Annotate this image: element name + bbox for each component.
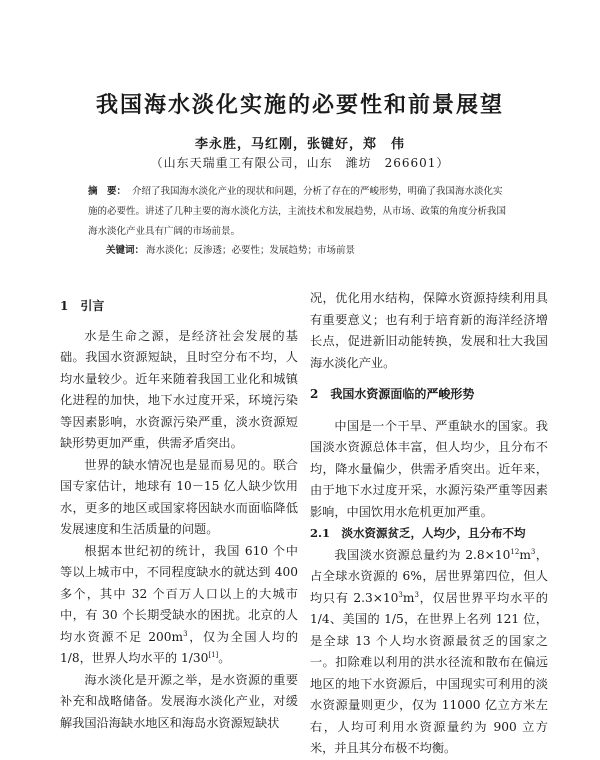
text-span: ，仅居世界平均水平的 1/4、美国的 1/5，在世界上名列 121 位，是全球 13 个人均水资源最贫乏的国家之一。扣除难以利用的洪水径流和散布在偏远地区的地下水资源后，中国现实可利用的淡水资源量则更少，仅为 11000 亿立方米左右，人均可利用水资源量约为 900 立方米，并且其分布极不均衡。 xyxy=(310,590,548,755)
superscript: 3 xyxy=(183,629,188,638)
abstract-label: 摘 要： xyxy=(88,186,127,197)
text-span: m xyxy=(402,590,415,605)
paragraph: 中国是一个干旱、严重缺水的国家。我国淡水资源总体丰富，但人均少，且分布不均，降水量偏少，供需矛盾突出。近年来，由于地下水过度开采，水源污染严重等因素影响，中国饮用水危机更加严重。 xyxy=(310,418,548,519)
abstract xyxy=(88,182,512,242)
superscript: 3 xyxy=(530,547,536,556)
paragraph: 海水淡化是开源之举，是水资源的重要补充和战略储备。发展海水淡化产业，对缓解我国沿海缺水地区和海岛水资源短缺状 xyxy=(60,672,298,730)
abstract-text: 介绍了我国海水淡化产业的现状和问题，分析了存在的严峻形势，明确了我国海水淡化实施的必要性。讲述了几种主要的海水淡化方法，主流技术和发展趋势，从市场、政策的角度分析我国海水淡化产业具有广阔的市场前景。 xyxy=(88,186,507,237)
text-span: ，仅为全国人均的 1/8，世界人均水平的 1/30 xyxy=(60,629,299,665)
affiliation: （山东天瑞重工有限公司，山东 潍坊 266601） xyxy=(150,156,450,170)
right-column xyxy=(310,288,548,760)
paragraph: 根据本世纪初的统计，我国 610 个中等以上城市中，不同程度缺水的就达到 400 多个，其中 32 个百万人口以上的大城市中，有 30 个长期受缺水的困扰。北京的人均水资源不足 $200m^3$，仅为全国人均的 1/8，世界人均水平的 1/30[1]。 xyxy=(60,543,299,665)
citation-ref: [1] xyxy=(208,650,219,659)
text-span: 我国淡水资源总量约为 2.8×10 xyxy=(334,547,511,562)
keywords-label: 关键词： xyxy=(106,245,145,256)
subsection-heading: 2.1 淡水资源贫乏，人均少，且分布不均 xyxy=(310,526,526,540)
section-heading-intro: 1 引言 xyxy=(60,299,105,313)
paper-title: 我国海水淡化实施的必要性和前景展望 xyxy=(95,92,504,118)
section-heading-water: 2 我国水资源面临的严峻形势 xyxy=(310,387,475,401)
authors: 李永胜，马红刚，张键好，郑 伟 xyxy=(194,137,405,152)
paragraph: 况，优化用水结构，保障水资源持续利用具有重要意义；也有利于培育新的海洋经济增长点，促进新旧动能转换，发展和壮大我国海水淡化产业。 xyxy=(310,291,548,370)
paragraph: 世界的缺水情况也是显而易见的。联合国专家估计，地球有 10－15 亿人缺少饮用水，更多的地区或国家将因缺水而面临降低发展速度和生活质量的问题。 xyxy=(60,457,298,536)
keywords-text: 海水淡化；反渗透；必要性；发展趋势；市场前景 xyxy=(146,245,356,256)
left-column xyxy=(60,296,298,734)
text-span: 根据本世纪初的统计，我国 610 个中等以上城市中，不同程度缺水的就达到 400 多个，其中 32 个百万人口以上的大城市中，有 30 个长期受缺水的困扰。北京的人均水资源不足 200m xyxy=(60,543,298,644)
superscript: 12 xyxy=(510,547,520,556)
paragraph xyxy=(310,545,548,760)
text-span: m xyxy=(519,547,531,562)
superscript: 3 xyxy=(398,590,403,599)
keywords xyxy=(106,243,512,259)
text-span: ，占全球水资源的 6%，居世界第四位，但人均只有 2.3×10 xyxy=(310,547,548,605)
superscript: 3 xyxy=(414,590,419,599)
paragraph: 水是生命之源，是经济社会发展的基础。我国水资源短缺，且时空分布不均，人均水量较少。近年来随着我国工业化和城镇化进程的加快，地下水过度开采，环境污染等因素影响，水资源污染严重，淡水资源短缺形势更加严重，供需矛盾突出。 xyxy=(60,328,298,450)
